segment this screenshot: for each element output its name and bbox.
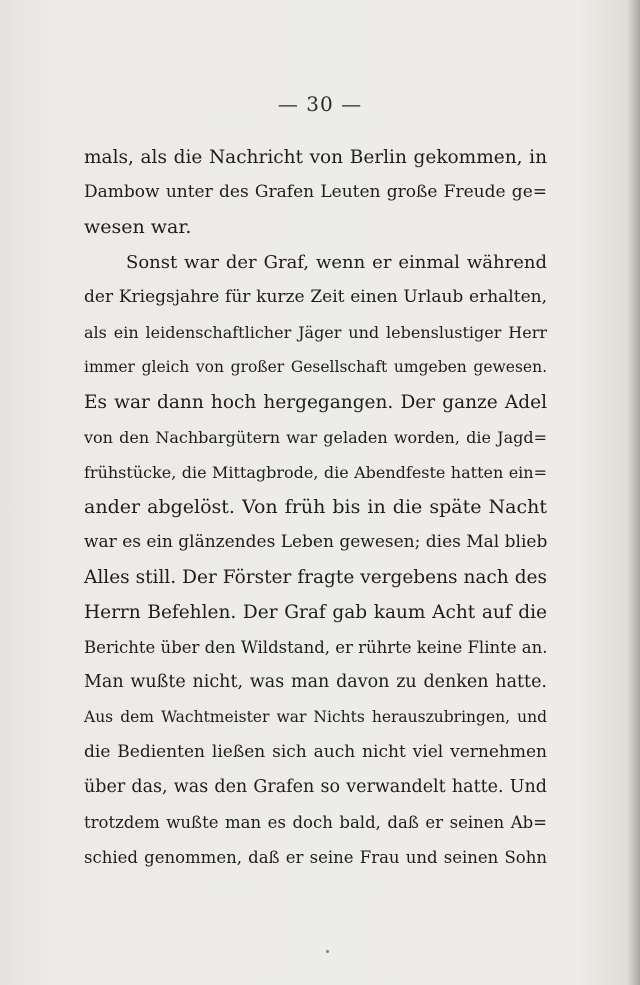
text-line: immer gleich von großer Gesellschaft umgeben gewesen.	[84, 358, 547, 376]
text-line: der Kriegsjahre für kurze Zeit einen Urlaub erhalten,	[84, 287, 547, 307]
text-line: mals, als die Nachricht von Berlin gekommen, in	[84, 147, 547, 168]
text-line: ander abgelöst. Von früh bis in die späte Nacht	[84, 496, 547, 518]
text-line: von den Nachbargütern war geladen worden, die Jagd=	[84, 428, 547, 447]
text-line: Berichte über den Wildstand, er rührte keine Flinte an.	[84, 638, 548, 657]
text-line: trotzdem wußte man es doch bald, daß er seinen Ab=	[84, 813, 547, 832]
text-line: Herrn Befehlen. Der Graf gab kaum Acht auf die	[84, 602, 547, 623]
page-number: — 30 —	[277, 92, 363, 116]
text-line: die Bedienten ließen sich auch nicht viel vernehmen	[84, 742, 547, 762]
text-line: über das, was den Grafen so verwandelt hatte. Und	[84, 777, 547, 797]
ink-speck	[326, 950, 329, 953]
body-text	[84, 140, 547, 875]
text-line: Es war dann hoch hergegangen. Der ganze Adel	[84, 392, 547, 413]
text-line: Alles still. Der Förster fragte vergebens nach des	[84, 567, 547, 588]
text-line: wesen war.	[84, 216, 192, 238]
text-line: schied genommen, daß er seine Frau und seinen Sohn	[84, 848, 547, 867]
text-line: Sonst war der Graf, wenn er einmal während	[126, 252, 547, 273]
text-line: frühstücke, die Mittagbrode, die Abendfeste hatten ein=	[84, 463, 547, 482]
text-line: Dambow unter des Grafen Leuten große Freude ge=	[84, 182, 547, 202]
text-line: war es ein glänzendes Leben gewesen; dies Mal blieb	[84, 532, 548, 552]
text-line: Man wußte nicht, was man davon zu denken hatte.	[84, 672, 547, 692]
text-line: Aus dem Wachtmeister war Nichts herauszubringen, und	[84, 708, 547, 726]
text-line: als ein leidenschaftlicher Jäger und lebenslustiger Herr	[84, 323, 547, 342]
